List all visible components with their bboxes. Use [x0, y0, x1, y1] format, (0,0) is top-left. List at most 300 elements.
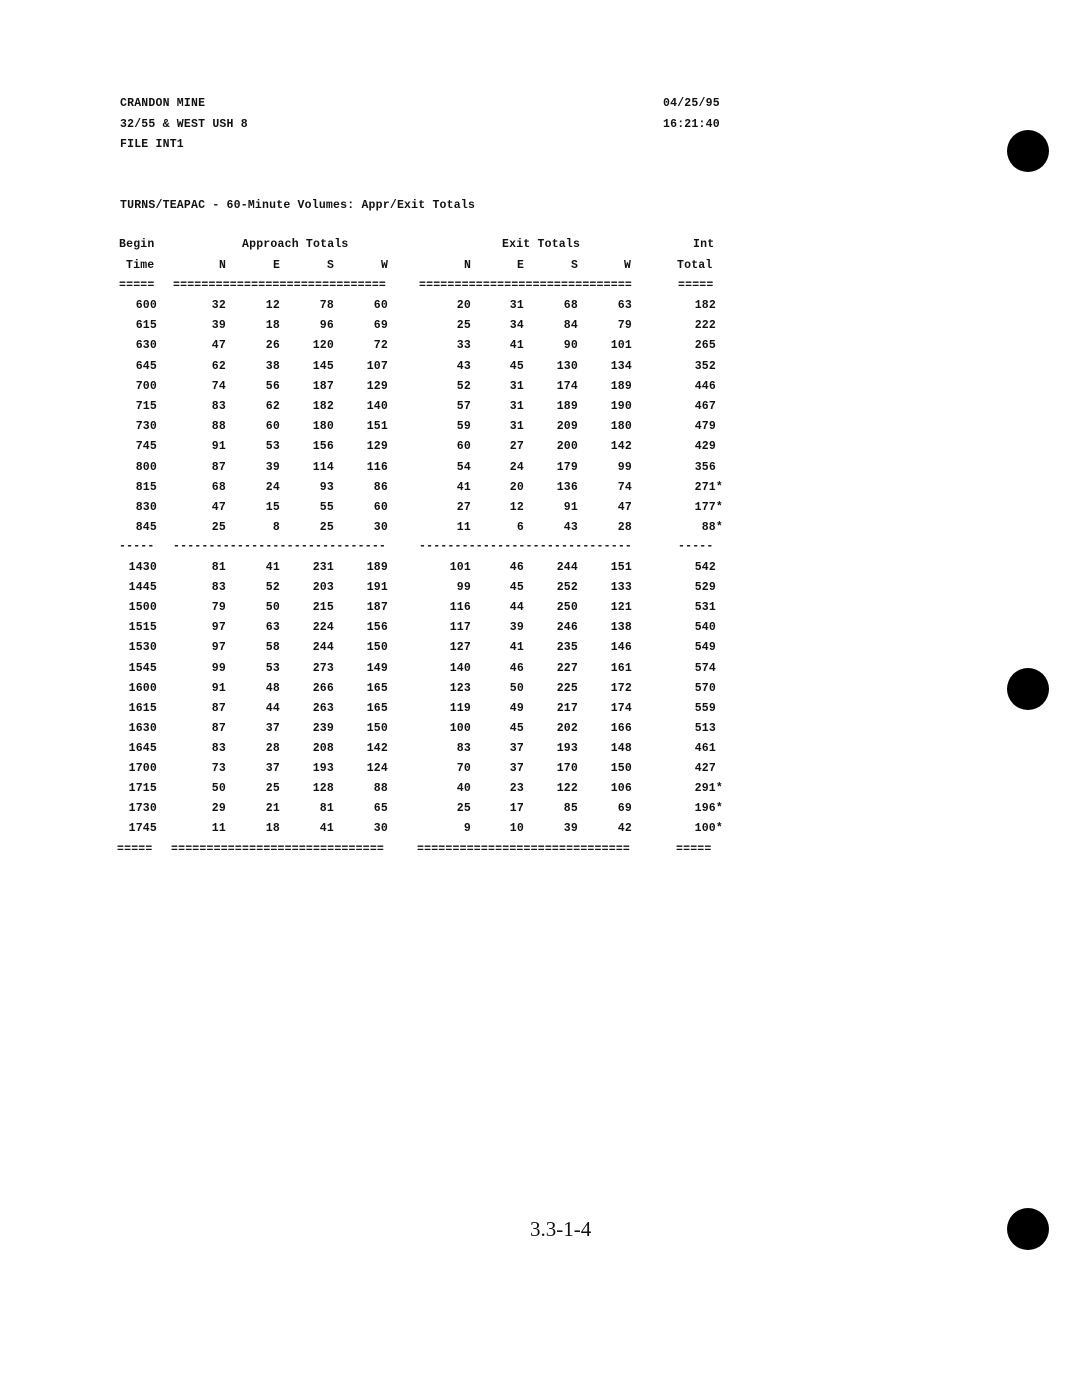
exit-e-cell: 46: [509, 661, 524, 675]
begin-time-cell: 1630: [128, 721, 157, 735]
table-row: [0, 380, 760, 396]
table-row: [0, 601, 760, 617]
exit-n-cell: 140: [449, 661, 471, 675]
exit-w-cell: 189: [610, 379, 632, 393]
exit-s-cell: 43: [563, 521, 578, 535]
exit-w-cell: 142: [610, 440, 632, 454]
exit-e-cell: 31: [509, 379, 524, 393]
exit-w-cell: 101: [610, 339, 632, 353]
exit-s-cell: 90: [563, 339, 578, 353]
report-date: 04/25/95: [663, 97, 720, 110]
approach-e-cell: 37: [265, 721, 280, 735]
exit-s-cell: 189: [556, 400, 578, 413]
exit-n-cell: 41: [456, 480, 471, 494]
exit-n-cell: 101: [449, 561, 471, 574]
exit-n-cell: 60: [456, 440, 471, 454]
table-row: [0, 299, 760, 315]
exit-s-cell: 85: [563, 802, 578, 816]
approach-e-cell: 26: [265, 339, 280, 353]
approach-e-cell: 37: [265, 762, 280, 775]
exit-s-cell: 250: [556, 601, 578, 615]
table-row: [0, 420, 760, 436]
approach-n-cell: 39: [211, 319, 226, 333]
exit-e-cell: 41: [509, 339, 524, 353]
approach-e-header: E: [273, 259, 281, 272]
exit-n-cell: 59: [456, 420, 471, 434]
exit-e-cell: 10: [509, 822, 524, 836]
report-title: TURNS/TEAPAC - 60-Minute Volumes: Appr/Exit Totals: [120, 199, 476, 212]
table-row: [0, 400, 760, 416]
table-row: [0, 782, 760, 798]
approach-s-header: S: [327, 259, 335, 272]
exit-n-cell: 20: [456, 299, 471, 312]
approach-e-cell: 53: [265, 661, 280, 675]
exit-w-cell: 150: [610, 762, 632, 775]
exit-e-cell: 24: [509, 460, 524, 474]
approach-s-cell: 55: [319, 501, 334, 514]
approach-n-cell: 88: [211, 420, 226, 434]
approach-n-cell: 47: [211, 339, 226, 353]
exit-s-cell: 193: [556, 741, 578, 755]
approach-s-cell: 266: [312, 681, 334, 695]
total-header: Total: [677, 259, 713, 272]
approach-s-cell: 93: [319, 480, 334, 494]
exit-e-cell: 17: [509, 802, 524, 816]
exit-e-cell: 45: [509, 721, 524, 735]
exit-n-cell: 119: [449, 701, 471, 715]
approach-e-cell: 52: [265, 581, 280, 595]
table-row: [0, 621, 760, 637]
file-label: FILE INT1: [120, 138, 184, 151]
exit-w-cell: 47: [617, 501, 632, 514]
int-total-cell: 540: [694, 621, 716, 635]
approach-s-cell: 193: [312, 762, 334, 775]
exit-s-cell: 91: [563, 501, 578, 514]
table-row: [0, 662, 760, 678]
approach-s-cell: 263: [312, 701, 334, 715]
begin-time-cell: 1745: [128, 822, 157, 836]
approach-s-cell: 128: [312, 782, 334, 796]
approach-s-cell: 25: [319, 521, 334, 535]
approach-w-cell: 156: [366, 621, 388, 635]
approach-n-cell: 83: [211, 400, 226, 413]
approach-s-cell: 81: [319, 802, 334, 816]
begin-time-cell: 730: [135, 420, 157, 434]
approach-e-cell: 25: [265, 782, 280, 796]
table-row: [0, 762, 760, 778]
exit-e-cell: 34: [509, 319, 524, 333]
approach-s-cell: 208: [312, 741, 334, 755]
table-row: [0, 742, 760, 758]
exit-w-cell: 174: [610, 701, 632, 715]
approach-n-cell: 32: [211, 299, 226, 312]
report-time: 16:21:40: [663, 118, 720, 131]
table-row: [0, 521, 760, 537]
exit-n-cell: 25: [456, 802, 471, 816]
approach-w-cell: 165: [366, 681, 388, 695]
exit-e-cell: 50: [509, 681, 524, 695]
begin-time-cell: 745: [135, 440, 157, 454]
int-total-cell: 531: [694, 601, 716, 615]
int-total-cell: 182: [694, 299, 716, 312]
begin-time-cell: 700: [135, 379, 157, 393]
exit-e-cell: 31: [509, 420, 524, 434]
approach-e-cell: 53: [265, 440, 280, 454]
table-row: [0, 802, 760, 818]
exit-n-cell: 9: [463, 822, 471, 836]
exit-e-cell: 49: [509, 701, 524, 715]
int-total-cell: 446: [694, 379, 716, 393]
int-total-cell: 429: [694, 440, 716, 454]
int-total-cell: 291*: [694, 782, 723, 796]
approach-n-cell: 50: [211, 782, 226, 796]
table-row: [0, 581, 760, 597]
approach-e-cell: 60: [265, 420, 280, 434]
exit-w-cell: 148: [610, 741, 632, 755]
int-total-cell: 529: [694, 581, 716, 595]
exit-w-header: W: [624, 259, 632, 272]
approach-s-cell: 180: [312, 420, 334, 434]
approach-n-header: N: [219, 259, 227, 272]
approach-w-cell: 191: [366, 581, 388, 595]
exit-n-cell: 25: [456, 319, 471, 333]
exit-s-cell: 209: [556, 420, 578, 434]
table-row: [0, 440, 760, 456]
approach-w-cell: 124: [366, 762, 388, 775]
approach-w-cell: 140: [366, 400, 388, 413]
exit-w-cell: 28: [617, 521, 632, 535]
approach-w-cell: 30: [373, 521, 388, 535]
exit-s-cell: 68: [563, 299, 578, 312]
approach-n-cell: 91: [211, 681, 226, 695]
approach-w-cell: 60: [373, 501, 388, 514]
exit-s-cell: 130: [556, 359, 578, 373]
exit-w-cell: 121: [610, 601, 632, 615]
rule-double-approach-top: ==============================: [173, 279, 387, 292]
table-row: [0, 481, 760, 497]
approach-s-cell: 239: [312, 721, 334, 735]
int-total-cell: 265: [694, 339, 716, 353]
binder-hole-top: [1007, 130, 1049, 172]
exit-w-cell: 133: [610, 581, 632, 595]
table-row: [0, 339, 760, 355]
int-total-cell: 222: [694, 319, 716, 333]
exit-e-cell: 6: [516, 521, 524, 535]
exit-w-cell: 99: [617, 460, 632, 474]
approach-s-cell: 78: [319, 299, 334, 312]
exit-w-cell: 63: [617, 299, 632, 312]
exit-n-header: N: [464, 259, 472, 272]
approach-s-cell: 224: [312, 621, 334, 635]
exit-e-cell: 41: [509, 641, 524, 655]
exit-e-cell: 20: [509, 480, 524, 494]
rule-double-int-top: =====: [678, 279, 714, 292]
approach-w-cell: 129: [366, 440, 388, 454]
approach-s-cell: 120: [312, 339, 334, 353]
location-label: 32/55 & WEST USH 8: [120, 118, 248, 131]
project-name: CRANDON MINE: [120, 97, 206, 110]
table-row: [0, 360, 760, 376]
approach-e-cell: 39: [265, 460, 280, 474]
int-total-cell: 427: [694, 762, 716, 775]
exit-w-cell: 190: [610, 400, 632, 413]
exit-w-cell: 134: [610, 359, 632, 373]
approach-s-cell: 96: [319, 319, 334, 333]
begin-time-cell: 630: [135, 339, 157, 353]
approach-n-cell: 73: [211, 762, 226, 775]
approach-e-cell: 50: [265, 601, 280, 615]
rule-double-approach-bottom: ==============================: [171, 843, 385, 856]
approach-w-cell: 60: [373, 299, 388, 312]
table-row: [0, 501, 760, 517]
exit-n-cell: 11: [456, 521, 471, 535]
approach-e-cell: 38: [265, 359, 280, 373]
int-total-cell: 479: [694, 420, 716, 434]
approach-w-header: W: [381, 259, 389, 272]
approach-w-cell: 129: [366, 379, 388, 393]
approach-e-cell: 12: [265, 299, 280, 312]
approach-w-cell: 69: [373, 319, 388, 333]
int-total-cell: 513: [694, 721, 716, 735]
approach-s-cell: 182: [312, 400, 334, 413]
rule-dash-begin: -----: [119, 540, 155, 553]
approach-totals-header: Approach Totals: [242, 238, 349, 251]
approach-s-cell: 244: [312, 641, 334, 655]
exit-n-cell: 43: [456, 359, 471, 373]
exit-s-cell: 244: [556, 561, 578, 574]
int-total-cell: 559: [694, 701, 716, 715]
approach-s-cell: 231: [312, 561, 334, 574]
approach-w-cell: 72: [373, 339, 388, 353]
exit-e-cell: 27: [509, 440, 524, 454]
table-row: [0, 561, 760, 577]
exit-e-header: E: [517, 259, 525, 272]
approach-e-cell: 18: [265, 822, 280, 836]
begin-time-cell: 815: [135, 480, 157, 494]
begin-time-cell: 1645: [128, 741, 157, 755]
begin-time-cell: 1545: [128, 661, 157, 675]
exit-n-cell: 27: [456, 501, 471, 514]
approach-w-cell: 150: [366, 641, 388, 655]
rule-dash-exit: ------------------------------: [419, 540, 633, 553]
table-row: [0, 682, 760, 698]
approach-n-cell: 62: [211, 359, 226, 373]
int-header: Int: [693, 238, 715, 251]
begin-time-cell: 1430: [128, 561, 157, 574]
exit-s-cell: 179: [556, 460, 578, 474]
approach-w-cell: 107: [366, 359, 388, 373]
exit-n-cell: 117: [449, 621, 471, 635]
exit-w-cell: 42: [617, 822, 632, 836]
exit-n-cell: 127: [449, 641, 471, 655]
approach-e-cell: 28: [265, 741, 280, 755]
exit-w-cell: 79: [617, 319, 632, 333]
exit-s-cell: 225: [556, 681, 578, 695]
approach-s-cell: 203: [312, 581, 334, 595]
exit-totals-header: Exit Totals: [502, 238, 581, 251]
binder-hole-bottom: [1007, 1208, 1049, 1250]
int-total-cell: 196*: [694, 802, 723, 816]
begin-time-cell: 1445: [128, 581, 157, 595]
begin-time-cell: 715: [135, 400, 157, 413]
rule-double-begin-top: =====: [119, 279, 155, 292]
begin-time-cell: 830: [135, 501, 157, 514]
table-row: [0, 641, 760, 657]
int-total-cell: 570: [694, 681, 716, 695]
int-total-cell: 88*: [701, 521, 723, 535]
approach-n-cell: 83: [211, 741, 226, 755]
exit-n-cell: 99: [456, 581, 471, 595]
approach-n-cell: 83: [211, 581, 226, 595]
exit-s-cell: 246: [556, 621, 578, 635]
exit-e-cell: 37: [509, 762, 524, 775]
exit-s-cell: 252: [556, 581, 578, 595]
exit-e-cell: 23: [509, 782, 524, 796]
approach-e-cell: 62: [265, 400, 280, 413]
rule-double-exit-top: ==============================: [419, 279, 633, 292]
exit-e-cell: 39: [509, 621, 524, 635]
int-total-cell: 467: [694, 400, 716, 413]
int-total-cell: 542: [694, 561, 716, 574]
int-total-cell: 100*: [694, 822, 723, 836]
exit-w-cell: 106: [610, 782, 632, 796]
approach-e-cell: 18: [265, 319, 280, 333]
approach-n-cell: 25: [211, 521, 226, 535]
exit-s-cell: 39: [563, 822, 578, 836]
binder-hole-middle: [1007, 668, 1049, 710]
approach-n-cell: 11: [211, 822, 226, 836]
approach-w-cell: 187: [366, 601, 388, 615]
exit-e-cell: 45: [509, 359, 524, 373]
exit-w-cell: 161: [610, 661, 632, 675]
int-total-cell: 549: [694, 641, 716, 655]
approach-s-cell: 187: [312, 379, 334, 393]
approach-s-cell: 114: [312, 460, 334, 474]
exit-s-cell: 217: [556, 701, 578, 715]
approach-n-cell: 81: [211, 561, 226, 574]
exit-w-cell: 69: [617, 802, 632, 816]
time-header: Time: [126, 259, 155, 272]
approach-n-cell: 87: [211, 460, 226, 474]
exit-s-cell: 170: [556, 762, 578, 775]
approach-e-cell: 58: [265, 641, 280, 655]
begin-time-cell: 800: [135, 460, 157, 474]
approach-e-cell: 56: [265, 379, 280, 393]
approach-e-cell: 48: [265, 681, 280, 695]
exit-e-cell: 45: [509, 581, 524, 595]
exit-s-cell: 200: [556, 440, 578, 454]
exit-s-cell: 174: [556, 379, 578, 393]
begin-time-cell: 1530: [128, 641, 157, 655]
begin-time-cell: 1715: [128, 782, 157, 796]
begin-time-cell: 1730: [128, 802, 157, 816]
int-total-cell: 356: [694, 460, 716, 474]
approach-n-cell: 47: [211, 501, 226, 514]
exit-e-cell: 31: [509, 400, 524, 413]
approach-w-cell: 189: [366, 561, 388, 574]
exit-e-cell: 12: [509, 501, 524, 514]
table-row: [0, 319, 760, 335]
exit-n-cell: 116: [449, 601, 471, 615]
approach-e-cell: 63: [265, 621, 280, 635]
exit-e-cell: 44: [509, 601, 524, 615]
rule-double-exit-bottom: ==============================: [417, 843, 631, 856]
exit-w-cell: 166: [610, 721, 632, 735]
table-row: [0, 702, 760, 718]
approach-w-cell: 149: [366, 661, 388, 675]
begin-time-cell: 1515: [128, 621, 157, 635]
table-row: [0, 822, 760, 838]
approach-w-cell: 142: [366, 741, 388, 755]
approach-w-cell: 88: [373, 782, 388, 796]
exit-s-cell: 122: [556, 782, 578, 796]
rule-double-begin-bottom: =====: [117, 843, 153, 856]
approach-e-cell: 8: [272, 521, 280, 535]
approach-s-cell: 215: [312, 601, 334, 615]
exit-s-header: S: [571, 259, 579, 272]
exit-w-cell: 74: [617, 480, 632, 494]
exit-n-cell: 123: [449, 681, 471, 695]
exit-n-cell: 52: [456, 379, 471, 393]
int-total-cell: 177*: [694, 501, 723, 514]
approach-n-cell: 99: [211, 661, 226, 675]
exit-s-cell: 235: [556, 641, 578, 655]
table-row: [0, 461, 760, 477]
exit-s-cell: 227: [556, 661, 578, 675]
rule-dash-int: -----: [678, 540, 714, 553]
approach-n-cell: 68: [211, 480, 226, 494]
exit-n-cell: 100: [449, 721, 471, 735]
begin-time-cell: 1615: [128, 701, 157, 715]
approach-n-cell: 91: [211, 440, 226, 454]
begin-time-cell: 615: [135, 319, 157, 333]
approach-s-cell: 156: [312, 440, 334, 454]
approach-n-cell: 29: [211, 802, 226, 816]
approach-e-cell: 15: [265, 501, 280, 514]
approach-w-cell: 65: [373, 802, 388, 816]
approach-w-cell: 150: [366, 721, 388, 735]
exit-e-cell: 37: [509, 741, 524, 755]
int-total-cell: 271*: [694, 480, 723, 494]
exit-w-cell: 180: [610, 420, 632, 434]
exit-n-cell: 40: [456, 782, 471, 796]
int-total-cell: 574: [694, 661, 716, 675]
begin-time-cell: 600: [135, 299, 157, 312]
exit-w-cell: 146: [610, 641, 632, 655]
begin-time-cell: 845: [135, 521, 157, 535]
int-total-cell: 461: [694, 741, 716, 755]
approach-w-cell: 30: [373, 822, 388, 836]
approach-w-cell: 151: [366, 420, 388, 434]
rule-double-int-bottom: =====: [676, 843, 712, 856]
approach-e-cell: 24: [265, 480, 280, 494]
exit-e-cell: 46: [509, 561, 524, 574]
approach-n-cell: 87: [211, 721, 226, 735]
approach-w-cell: 86: [373, 480, 388, 494]
exit-n-cell: 57: [456, 400, 471, 413]
exit-n-cell: 33: [456, 339, 471, 353]
approach-s-cell: 273: [312, 661, 334, 675]
exit-s-cell: 136: [556, 480, 578, 494]
begin-time-cell: 1700: [128, 762, 157, 775]
approach-n-cell: 97: [211, 641, 226, 655]
approach-e-cell: 44: [265, 701, 280, 715]
exit-n-cell: 83: [456, 741, 471, 755]
approach-n-cell: 97: [211, 621, 226, 635]
exit-n-cell: 70: [456, 762, 471, 775]
int-total-cell: 352: [694, 359, 716, 373]
begin-time-cell: 645: [135, 359, 157, 373]
